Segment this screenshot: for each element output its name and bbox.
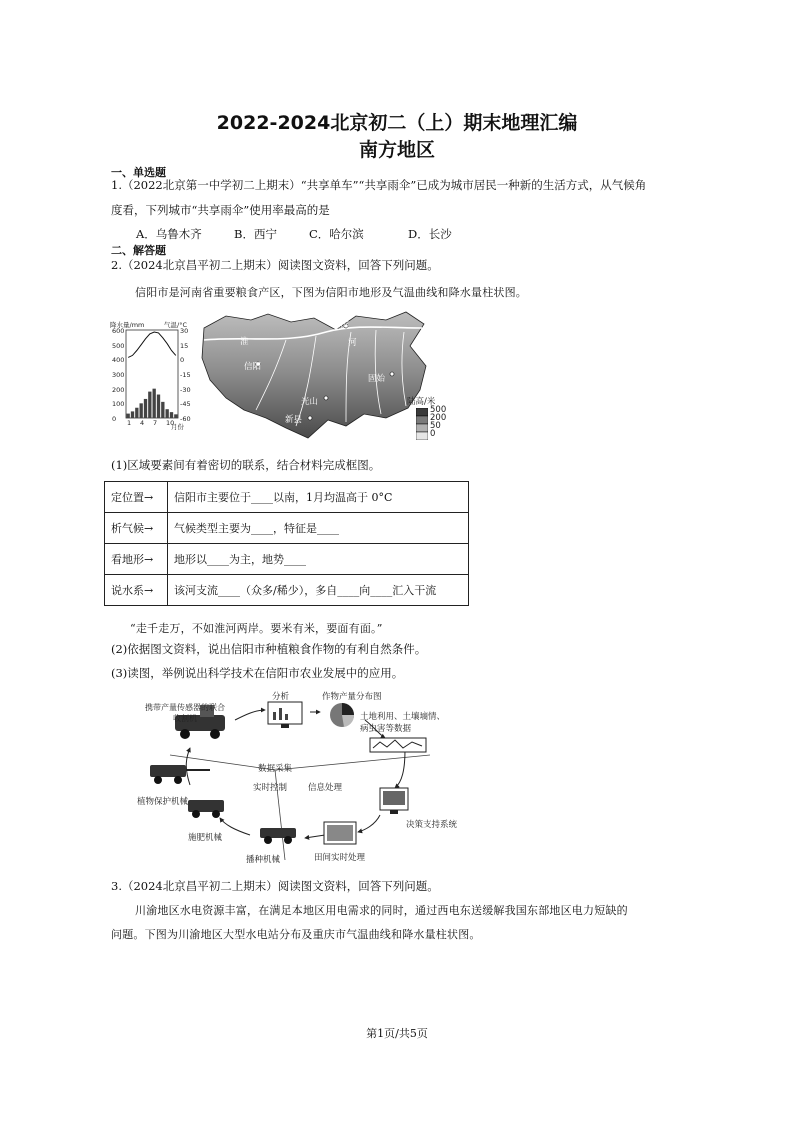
- frame-row: [105, 482, 469, 513]
- tick-label: 300: [112, 371, 125, 379]
- q2-sub2: (2)依据图文资料，说出信阳市种植粮食作物的有利自然条件。: [111, 642, 427, 656]
- label-analysis: 分析: [272, 692, 290, 702]
- precip-bar: [131, 411, 134, 418]
- label-realtime-control: 实时控制: [253, 783, 288, 793]
- precip-axis-title: 降水量/mm: [110, 321, 145, 329]
- tick-label: -45: [180, 400, 191, 409]
- q2-sub1: (1)区域要素间有着密切的联系，结合材料完成框图。: [111, 458, 381, 472]
- precip-bar: [174, 414, 177, 418]
- precip-bar: [148, 392, 151, 418]
- place-xinyang: 信阳: [244, 362, 262, 372]
- frame-label: 看地形→: [105, 544, 168, 575]
- place-huaibin: 淮滨: [332, 320, 350, 330]
- yield-pie-icon: [330, 703, 354, 727]
- frame-label: 定位置→: [105, 482, 168, 513]
- sprayer-icon: [150, 765, 210, 784]
- temp-curve: [128, 332, 176, 357]
- page-footer: 第1页/共5页: [366, 1027, 428, 1040]
- tick-label: 600: [112, 327, 125, 335]
- legend-0: 0: [430, 429, 436, 439]
- frame-content: 该河支流____（众多/稀少），多自____向____汇入干流: [168, 575, 469, 606]
- tick-label: 1: [127, 419, 132, 427]
- decision-monitor-icon: [380, 788, 408, 814]
- place-guangshan: 光山: [301, 397, 319, 407]
- label-protection: 植物保护机械: [137, 797, 189, 807]
- monitor-icon: [268, 702, 302, 728]
- tick-label: 200: [112, 385, 125, 394]
- tick-label: -60: [180, 415, 191, 423]
- doc-title: 2022-2024北京初二（上）期末地理汇编: [216, 112, 578, 134]
- tick-label: 400: [112, 356, 125, 365]
- legend-200: 200: [430, 413, 447, 423]
- frame-content: 信阳市主要位于____以南，1月均温高于 0°C: [168, 482, 469, 513]
- field-monitor-icon: [324, 822, 356, 844]
- q1-stem-line2: 度看，下列城市“共享雨伞”使用率最高的是: [111, 203, 330, 217]
- q3-intro-line2: 问题。下图为川渝地区大型水电站分布及重庆市气温曲线和降水量柱状图。: [111, 928, 481, 941]
- tick-label: 100: [112, 400, 125, 409]
- frame-content: 地形以____为主，地势____: [168, 544, 469, 575]
- label-field-process: 田间实时处理: [314, 853, 366, 863]
- legend-50: 50: [430, 421, 441, 431]
- section-answer: 二、解答题: [111, 244, 166, 257]
- precip-bar: [161, 402, 164, 418]
- tick-label: 4: [140, 419, 145, 427]
- label-decision: 决策支持系统: [406, 820, 458, 830]
- place-gushi: 固始: [368, 374, 386, 384]
- label-harvester: 携带产量传感器的联合收割机: [145, 703, 225, 723]
- q1-option-d: D．长沙: [408, 227, 452, 241]
- q1-option-c: C．哈尔滨: [309, 227, 364, 241]
- fertilizer-icon: [188, 800, 224, 818]
- precip-bar: [135, 408, 138, 418]
- frame-table: [104, 481, 469, 606]
- tick-label: -30: [180, 385, 191, 394]
- q2-stem: 2.（2024北京昌平初二上期末）阅读图文资料，回答下列问题。: [111, 258, 439, 272]
- precip-bar: [127, 414, 130, 418]
- q2-sub3: (3)读图，举例说出科学技术在信阳市农业发展中的应用。: [111, 666, 404, 680]
- place-he: 河: [348, 338, 357, 348]
- tick-label: 30: [180, 327, 189, 335]
- tick-label: 0: [180, 356, 185, 365]
- doc-subtitle: 南方地区: [358, 139, 435, 161]
- q1-stem-line1: 1.（2022北京第一中学初二上期末）“共享单车”“共享雨伞”已成为城市居民一种新的生活方式，从气候角: [111, 178, 647, 192]
- q1-option-a: A．乌鲁木齐: [136, 227, 202, 241]
- data-screen-icon: [370, 738, 426, 752]
- q2-quote: “走千走万，不如淮河两岸。要米有米，要面有面。”: [130, 622, 383, 635]
- frame-label: 析气候→: [105, 513, 168, 544]
- q3-stem: 3.（2024北京昌平初二上期末）阅读图文资料，回答下列问题。: [111, 879, 439, 893]
- map-legend-swatches: [416, 408, 428, 440]
- precip-bar: [166, 409, 169, 418]
- tick-label: 15: [180, 341, 189, 350]
- precip-bar: [153, 389, 156, 418]
- frame-content: 气候类型主要为____，特征是____: [168, 513, 469, 544]
- tick-label: 500: [112, 341, 125, 350]
- precip-bar: [140, 403, 143, 418]
- precip-bar: [157, 395, 160, 418]
- seeder-icon: [260, 828, 296, 844]
- label-data: 土地利用、土壤墒情、病虫害等数据: [360, 712, 446, 734]
- legend-500: 500: [430, 405, 447, 415]
- label-collect: 数据采集: [258, 764, 293, 774]
- q2-intro: 信阳市是河南省重要粮食产区，下图为信阳市地形及气温曲线和降水量柱状图。: [135, 286, 527, 299]
- label-yield-map: 作物产量分布图: [322, 692, 382, 702]
- tick-label: -15: [180, 371, 191, 379]
- precip-bars: [127, 389, 178, 418]
- temp-axis-title: 气温/°C: [164, 321, 187, 329]
- section-single-choice: 一、单选题: [111, 166, 166, 179]
- label-seeder: 播种机械: [246, 855, 281, 865]
- frame-row: [105, 544, 469, 575]
- precip-bar: [170, 412, 173, 418]
- label-fertilizer: 施肥机械: [188, 833, 223, 843]
- label-info-process: 信息处理: [308, 783, 343, 793]
- frame-row: [105, 513, 469, 544]
- frame-row: [105, 575, 469, 606]
- q1-option-b: B．西宁: [234, 227, 277, 241]
- tick-label: 10: [166, 419, 175, 427]
- place-huai: 淮: [240, 337, 249, 347]
- q3-intro-line1: 川渝地区水电资源丰富，在满足本地区用电需求的同时，通过西电东送缓解我国东部地区电力短缺的: [135, 904, 628, 917]
- x-unit: 月份: [171, 423, 184, 431]
- tick-label: 7: [153, 419, 158, 427]
- frame-label: 说水系→: [105, 575, 168, 606]
- tick-label: 0: [112, 415, 117, 423]
- place-xinxian: 新县: [285, 415, 303, 425]
- precip-bar: [144, 399, 147, 418]
- map-legend-title: 陆高/米: [407, 397, 436, 407]
